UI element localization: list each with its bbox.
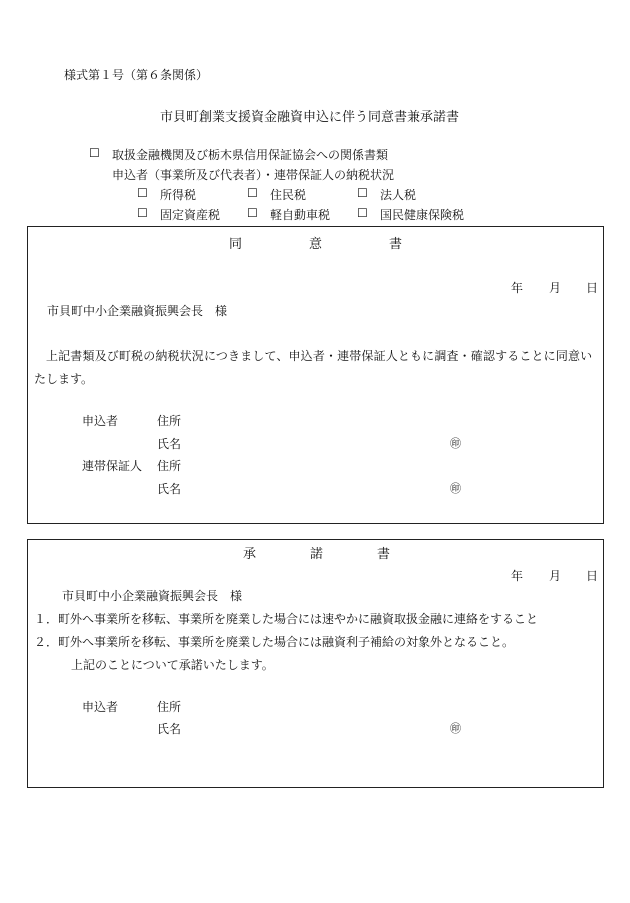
consent-body-line-2: たします。 — [34, 372, 94, 386]
related-documents-label: 取扱金融機関及び栃木県信用保証協会への関係書類 — [112, 148, 389, 162]
consent-guarantor-seal-icon: ㊞ — [450, 482, 461, 495]
promise-title-char-2: 諾 — [310, 547, 324, 562]
promise-date-day[interactable]: 日 — [586, 569, 599, 583]
consent-date-year[interactable]: 年 — [511, 281, 524, 295]
checkbox-income-tax[interactable]: ☐ — [137, 186, 148, 200]
consent-applicant-seal-icon: ㊞ — [450, 437, 461, 450]
promise-applicant-address-label: 住所 — [157, 700, 182, 714]
consent-guarantor-name-label: 氏名 — [157, 482, 182, 496]
tax-status-heading: 申込者（事業所及び代表者）・連帯保証人の納税状況 — [112, 168, 395, 182]
resident-tax-label: 住民税 — [270, 188, 307, 202]
property-tax-label: 固定資産税 — [160, 208, 221, 222]
consent-applicant-name-label: 氏名 — [157, 437, 182, 451]
checkbox-related-documents[interactable]: ☐ — [89, 146, 100, 160]
promise-title-char-1: 承 — [243, 547, 257, 562]
form-number: 様式第１号（第６条関係） — [64, 68, 209, 82]
promise-applicant-name-label: 氏名 — [157, 722, 182, 736]
checkbox-property-tax[interactable]: ☐ — [137, 206, 148, 220]
consent-title-char-1: 同 — [229, 237, 243, 252]
health-insurance-tax-label: 国民健康保険税 — [380, 208, 465, 222]
promise-applicant-seal-icon: ㊞ — [450, 722, 461, 735]
corporate-tax-label: 法人税 — [380, 188, 417, 202]
promise-date-month[interactable]: 月 — [549, 569, 562, 583]
consent-guarantor-address-label: 住所 — [157, 459, 182, 473]
checkbox-resident-tax[interactable]: ☐ — [247, 186, 258, 200]
consent-addressee: 市貝町中小企業融資振興会長 様 — [47, 304, 228, 318]
promise-date-year[interactable]: 年 — [511, 569, 524, 583]
promise-addressee: 市貝町中小企業融資振興会長 様 — [62, 589, 243, 603]
promise-item-1: １．町外へ事業所を移転、事業所を廃業した場合には速やかに融資取扱金融に連絡をすること — [34, 612, 539, 626]
consent-guarantor-label: 連帯保証人 — [82, 459, 143, 473]
consent-title-char-3: 書 — [389, 237, 403, 252]
promise-closing: 上記のことについて承諾いたします。 — [71, 658, 274, 672]
promise-applicant-label: 申込者 — [82, 700, 119, 714]
light-vehicle-tax-label: 軽自動車税 — [270, 208, 331, 222]
consent-title-char-2: 意 — [309, 237, 323, 252]
document-title: 市貝町創業支援資金融資申込に伴う同意書兼承諾書 — [160, 110, 460, 125]
consent-form-box — [27, 226, 604, 524]
consent-body-line-1: 上記書類及び町税の納税状況につきまして、申込者・連帯保証人ともに調査・確認することに同意い — [46, 349, 593, 363]
consent-applicant-address-label: 住所 — [157, 414, 182, 428]
income-tax-label: 所得税 — [160, 188, 197, 202]
checkbox-corporate-tax[interactable]: ☐ — [357, 186, 368, 200]
consent-date-month[interactable]: 月 — [549, 281, 562, 295]
promise-item-2: ２．町外へ事業所を移転、事業所を廃業した場合には融資利子補給の対象外となること。 — [34, 635, 515, 649]
promise-title-char-3: 書 — [377, 547, 391, 562]
checkbox-health-insurance-tax[interactable]: ☐ — [357, 206, 368, 220]
consent-date-day[interactable]: 日 — [586, 281, 599, 295]
consent-applicant-label: 申込者 — [82, 414, 119, 428]
checkbox-light-vehicle-tax[interactable]: ☐ — [247, 206, 258, 220]
